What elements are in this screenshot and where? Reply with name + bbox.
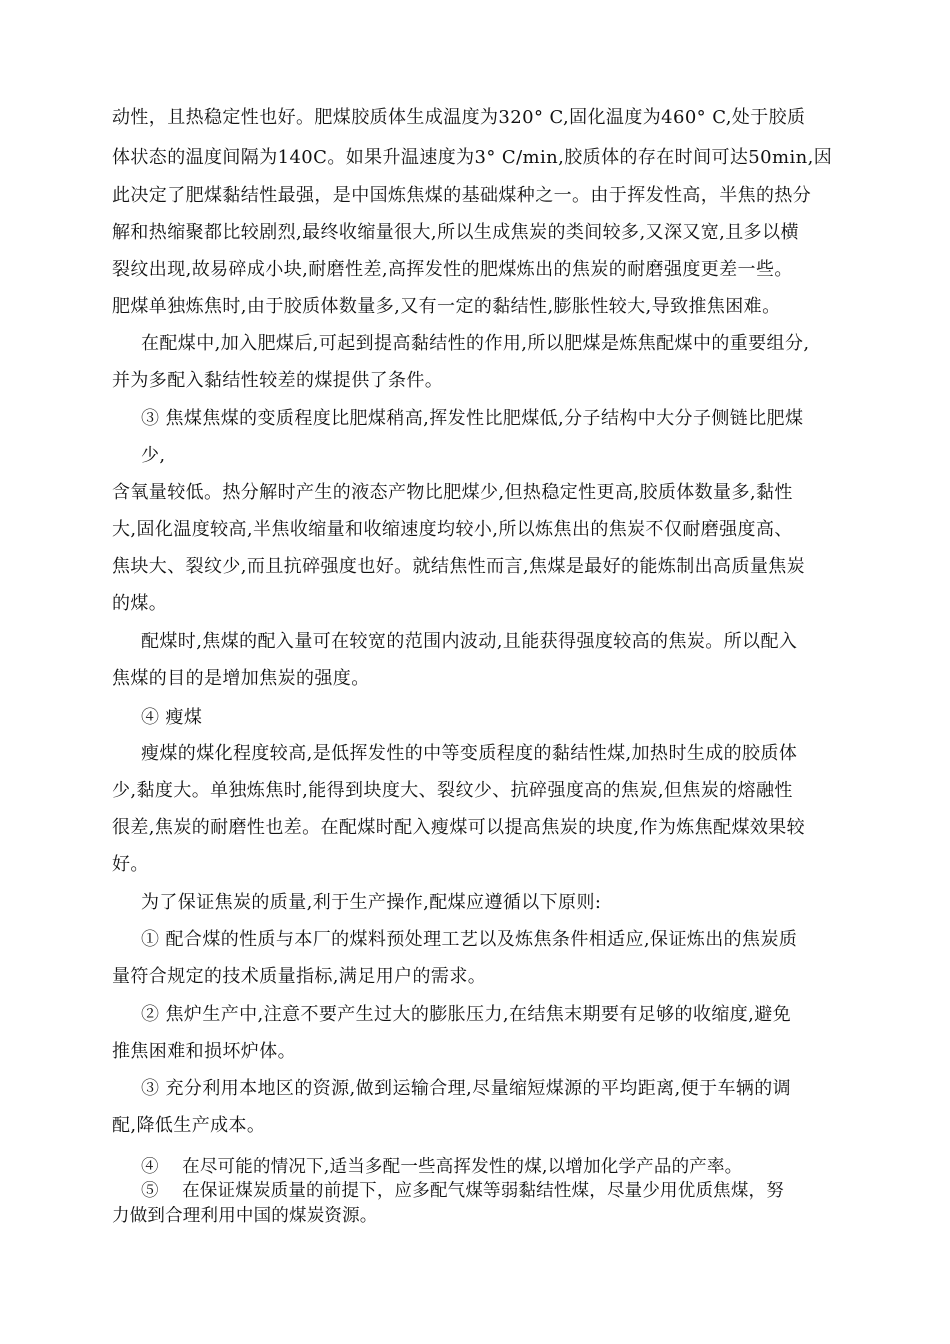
text-line: ② 焦炉生产中,注意不要产生过大的膨胀压力,在结焦末期要有足够的收缩度,避免 — [141, 1004, 792, 1025]
text-line: 并为多配入黏结性较差的煤提供了条件。 — [112, 370, 444, 391]
text-line: ③ 焦煤焦煤的变质程度比肥煤稍高,挥发性比肥煤低,分子结构中大分子侧链比肥煤 — [141, 408, 804, 429]
text-line: 动性，且热稳定性也好。肥煤胶质体生成温度为320° C,固化温度为460° C,处于胶质 — [112, 107, 806, 128]
text-line: 体状态的温度间隔为140C。如果升温速度为3° C/min,胶质体的存在时间可达50min,因 — [112, 147, 833, 168]
text-line: 焦块大、裂纹少,而且抗碎强度也好。就结焦性而言,焦煤是最好的能炼制出高质量焦炭 — [112, 556, 806, 577]
text-line: 此决定了肥煤黏结性最强，是中国炼焦煤的基础煤种之一。由于挥发性高，半焦的热分 — [112, 185, 812, 206]
text-line: 含氧量较低。热分解时产生的液态产物比肥煤少,但热稳定性更高,胶质体数量多,黏性 — [112, 482, 793, 503]
text-line: 少, — [141, 445, 166, 466]
text-line: ③ 充分利用本地区的资源,做到运输合理,尽量缩短煤源的平均距离,便于车辆的调 — [141, 1078, 792, 1099]
text-line: ⑤ 在保证煤炭质量的前提下，应多配气煤等弱黏结性煤，尽量少用优质焦煤，努 — [141, 1181, 784, 1201]
text-line: 裂纹出现,故易碎成小块,耐磨性差,高挥发性的肥煤炼出的焦炭的耐磨强度更差一些。 — [112, 259, 793, 280]
text-line: ④ 瘦煤 — [141, 707, 203, 728]
text-line: 少,黏度大。单独炼焦时,能得到块度大、裂纹少、抗碎强度高的焦炭,但焦炭的熔融性 — [112, 780, 793, 801]
text-line: 配,降低生产成本。 — [112, 1115, 266, 1136]
text-line: 很差,焦炭的耐磨性也差。在配煤时配入瘦煤可以提高焦炭的块度,作为炼焦配煤效果较 — [112, 817, 806, 838]
text-line: 肥煤单独炼焦时,由于胶质体数量多,又有一定的黏结性,膨胀性较大,导致推焦困难。 — [112, 296, 781, 317]
text-line: 焦煤的目的是增加焦炭的强度。 — [112, 668, 370, 689]
text-line: ① 配合煤的性质与本厂的煤料预处理工艺以及炼焦条件相适应,保证炼出的焦炭质 — [141, 929, 798, 950]
text-line: 在配煤中,加入肥煤后,可起到提高黏结性的作用,所以肥煤是炼焦配煤中的重要组分, — [141, 333, 810, 354]
text-line: 推焦困难和损坏炉体。 — [112, 1041, 296, 1062]
text-line: 的煤。 — [112, 593, 168, 614]
text-line: 瘦煤的煤化程度较高,是低挥发性的中等变质程度的黏结性煤,加热时生成的胶质体 — [141, 743, 798, 764]
text-line: 量符合规定的技术质量指标,满足用户的需求。 — [112, 966, 487, 987]
text-line: ④ 在尽可能的情况下,适当多配一些高挥发性的煤,以增加化学产品的产率。 — [141, 1157, 743, 1177]
text-line: 好。 — [112, 854, 149, 875]
text-line: 解和热缩聚都比较剧烈,最终收缩量很大,所以生成焦炭的类间较多,又深又宽,且多以横 — [112, 222, 799, 243]
text-line: 力做到合理利用中国的煤炭资源。 — [112, 1206, 378, 1226]
text-line: 大,固化温度较高,半焦收缩量和收缩速度均较小,所以炼焦出的焦炭不仅耐磨强度高、 — [112, 519, 793, 540]
text-line: 配煤时,焦煤的配入量可在较宽的范围内波动,且能获得强度较高的焦炭。所以配入 — [141, 631, 798, 652]
text-line: 为了保证焦炭的质量,利于生产操作,配煤应遵循以下原则: — [141, 892, 602, 913]
